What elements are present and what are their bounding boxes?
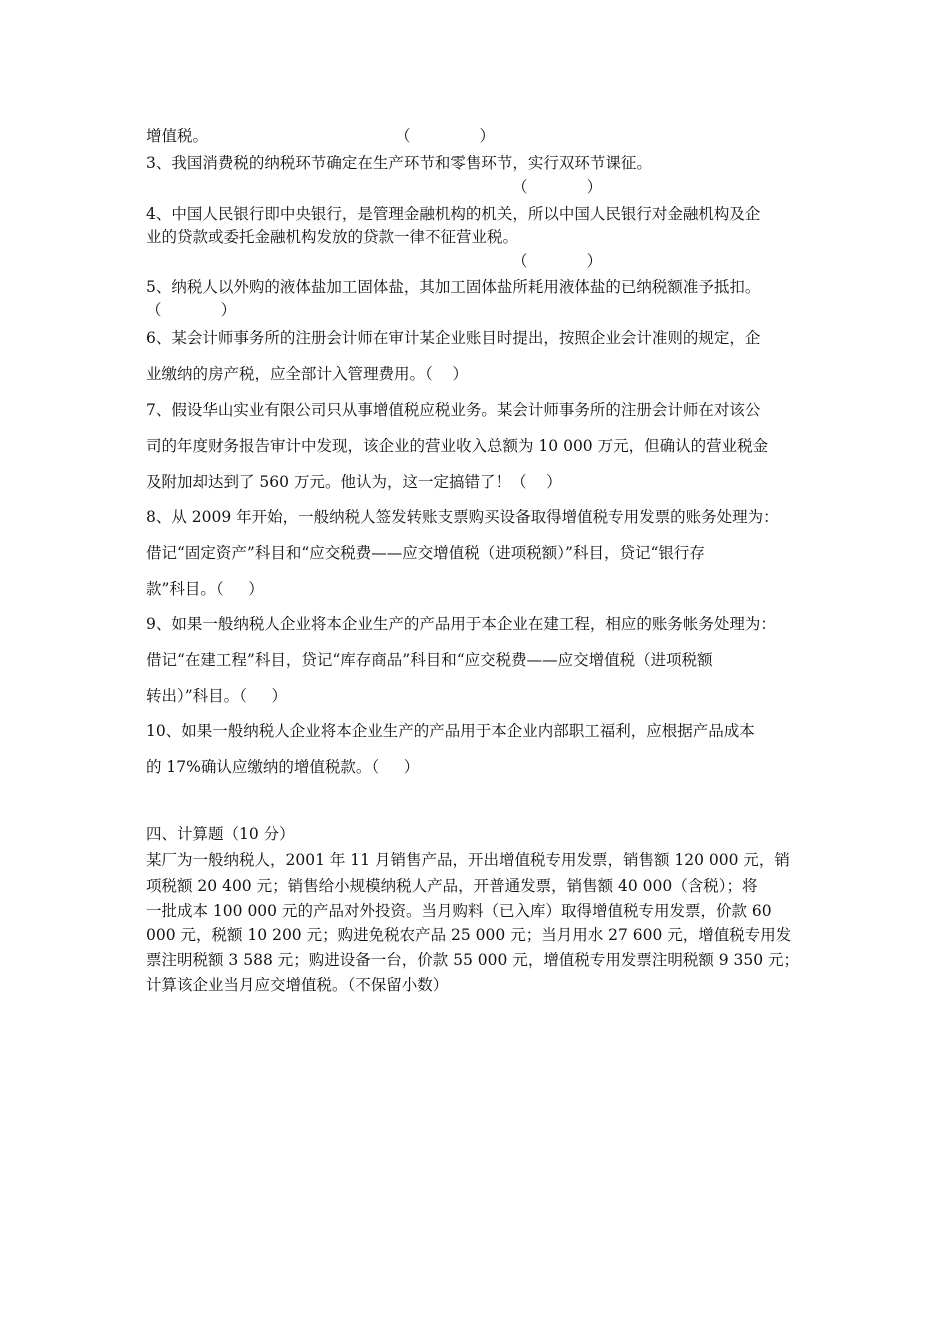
- question-5-line-1: 5、纳税人以外购的液体盐加工固体盐，其加工固体盐所耗用液体盐的已纳税额准予抵扣。: [146, 278, 761, 296]
- question-9-line-2: 借记“在建工程”科目，贷记“库存商品”科目和“应交税费——应交增值税（进项税额: [146, 651, 713, 669]
- question-7-line-1: 7、假设华山实业有限公司只从事增值税应税业务。某会计师事务所的注册会计师在对该公: [146, 401, 761, 419]
- calc-line-5: 票注明税额 3 588 元；购进设备一台，价款 55 000 元，增值税专用发票注明税额 9 350 元；: [146, 951, 800, 969]
- question-6-line-2: 业缴纳的房产税，应全部计入管理费用。（ ）: [146, 365, 468, 383]
- question-7-line-3: 及附加却达到了 560 万元。他认为，这一定搞错了！（ ）: [146, 473, 562, 491]
- answer-blank: （ ）: [512, 178, 603, 196]
- question-9-line-1: 9、如果一般纳税人企业将本企业生产的产品用于本企业在建工程，相应的账务帐务处理为：: [146, 615, 776, 633]
- question-8-line-2: 借记“固定资产”科目和“应交税费——应交增值税（进项税额）”科目，贷记“银行存: [146, 544, 705, 562]
- question-5-blank: （ ）: [146, 301, 237, 319]
- calc-line-4: 000 元，税额 10 200 元；购进免税农产品 25 000 元；当月用水 27 600 元，增值税专用发: [146, 926, 792, 944]
- question-4-line-1: 4、中国人民银行即中央银行，是管理金融机构的机关，所以中国人民银行对金融机构及企: [146, 205, 761, 223]
- calc-line-3: 一批成本 100 000 元的产品对外投资。当月购料（已入库）取得增值税专用发票，价款 60: [146, 902, 772, 920]
- calc-line-6: 计算该企业当月应交增值税。（不保留小数）: [146, 976, 449, 994]
- question-6-line-1: 6、某会计师事务所的注册会计师在审计某企业账目时提出，按照企业会计准则的规定，企: [146, 329, 761, 347]
- question-8-line-1: 8、从 2009 年开始，一般纳税人签发转账支票购买设备取得增值税专用发票的账务处理为：: [146, 508, 779, 526]
- answer-blank: （ ）: [395, 127, 495, 145]
- question-9-line-3: 转出）”科目。（ ）: [146, 687, 288, 705]
- question-10-line-2: 的 17%确认应缴纳的增值税款。（ ）: [146, 758, 420, 776]
- answer-blank: （ ）: [512, 252, 603, 270]
- line-vat-end: 增值税。: [146, 127, 209, 145]
- section-4-title: 四、计算题（10 分）: [146, 825, 295, 843]
- calc-line-1: 某厂为一般纳税人，2001 年 11 月销售产品，开出增值税专用发票，销售额 120 000 元，销: [146, 851, 790, 869]
- question-8-line-3: 款”科目。（ ）: [146, 580, 264, 598]
- question-7-line-2: 司的年度财务报告审计中发现，该企业的营业收入总额为 10 000 万元，但确认的营业税金: [146, 437, 769, 455]
- question-3: 3、我国消费税的纳税环节确定在生产环节和零售环节，实行双环节课征。: [146, 154, 652, 172]
- calc-line-2: 项税额 20 400 元；销售给小规模纳税人产品，开普通发票，销售额 40 000（含税）；将: [146, 877, 758, 895]
- question-4-line-2: 业的贷款或委托金融机构发放的贷款一律不征营业税。: [146, 228, 519, 246]
- question-10-line-1: 10、如果一般纳税人企业将本企业生产的产品用于本企业内部职工福利，应根据产品成本: [146, 722, 755, 740]
